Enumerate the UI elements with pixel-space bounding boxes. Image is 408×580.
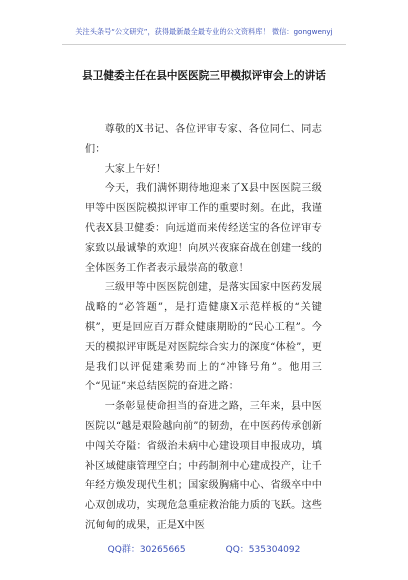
header-divider (62, 44, 346, 45)
header-promo-text: 关注头条号“公文研究”，获得最新最全最专业的公文资料库！ 微信：gongwenyj (75, 27, 333, 36)
body-paragraph: 三级甲等中医医院创建，是落实国家中医药发展战略的“必答题”，是打造健康X示范样板的“关键棋”，更是回应百万群众健康期盼的“民心工程”。今天的模拟评审既是对医院综合实力的深度“体检”，更是我们以评促建乘势而上的“冲锋号角”。他用三个“见证”来总结医院的奋进之路： (85, 282, 322, 393)
body-paragraph: 今天，我们满怀期待地迎来了X县中医医院三级甲等中医医院模拟评审工作的重要时刻。在此，我谨代表X县卫健委：向远道而来传经送宝的各位评审专家致以最诚挚的欢迎！向夙兴夜寐奋战在创建一线的全体医务工作者表示最崇高的敬意！ (85, 183, 322, 274)
footer-qq-group: QQ群：30265665 (107, 545, 186, 555)
footer-contact (0, 542, 408, 555)
document-body (85, 120, 322, 536)
greeting-paragraph: 大家上午好！ (104, 163, 167, 175)
footer-qq-number: QQ：535304092 (225, 545, 301, 555)
salutation-paragraph: 尊敬的X书记、各位评审专家、各位同仁、同志们： (85, 124, 322, 155)
document-title: 县卫健委主任在县中医医院三甲模拟评审会上的讲话 (82, 70, 326, 82)
body-paragraph: 一条彰显使命担当的奋进之路，三年来，县中医医院以“越是艰险越向前”的韧劲，在中医药传承创新中闯关夺隘：省级治未病中心建设项目申报成功，填补区域健康管理空白；中药制剂中心建成投产，让千年经方焕发现代生机；国家级胸痛中心、省级卒中中心双创成功，实现危急重症救治能力质的飞跃。这些沉甸甸的成果，正是X中医 (85, 401, 322, 531)
